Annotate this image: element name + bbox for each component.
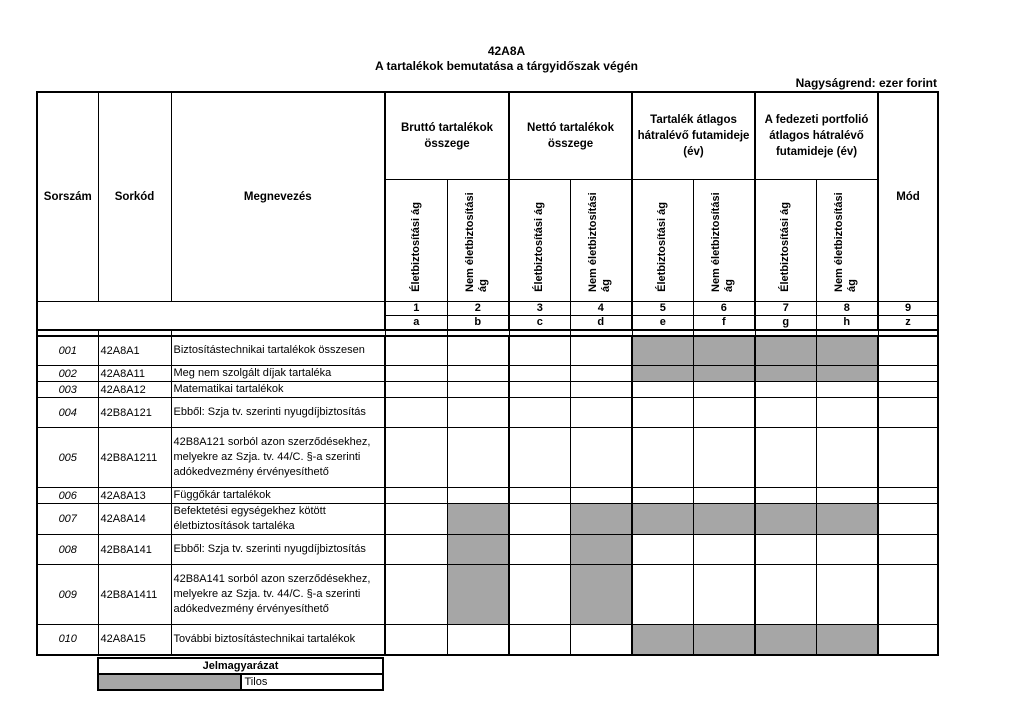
value-cell-2[interactable] [447, 336, 509, 366]
value-cell-1[interactable] [385, 488, 447, 504]
value-cell-3[interactable] [509, 488, 570, 504]
column-letter-1: a [385, 315, 447, 330]
column-letter-9: z [878, 315, 938, 330]
column-number-7: 7 [755, 301, 816, 315]
subheader-life-2 [509, 179, 570, 301]
row-megnevezes: Ebből: Szja tv. szerinti nyugdíjbiztosítás [171, 535, 385, 565]
value-cell-7[interactable] [755, 488, 816, 504]
row-megnevezes: 42B8A121 sorból azon szerződésekhez, melyekre az Szja. tv. 44/C. §-a szerinti adókedvezmény érvényesíthető [171, 428, 385, 488]
column-letter-4: d [570, 315, 632, 330]
column-number-9: 9 [878, 301, 938, 315]
value-cell-8 [816, 504, 878, 535]
row-megnevezes: Biztosítástechnikai tartalékok összesen [171, 336, 385, 366]
value-cell-1[interactable] [385, 504, 447, 535]
form-code: 42A8A [487, 44, 526, 58]
row-sorszam: 002 [37, 366, 98, 382]
value-cell-6[interactable] [693, 565, 755, 625]
row-sorkod: 42A8A1 [98, 336, 171, 366]
value-cell-2[interactable] [447, 428, 509, 488]
column-letter-2: b [447, 315, 509, 330]
value-cell-8[interactable] [816, 398, 878, 428]
value-cell-2[interactable] [447, 382, 509, 398]
value-cell-4[interactable] [570, 382, 632, 398]
value-cell-4 [570, 535, 632, 565]
value-cell-9[interactable] [878, 565, 938, 625]
value-cell-4[interactable] [570, 398, 632, 428]
row-sorszam: 006 [37, 488, 98, 504]
subheader-label: Életbiztosítási ág [779, 201, 792, 292]
subheader-life-3 [632, 179, 693, 301]
value-cell-5[interactable] [632, 398, 693, 428]
value-cell-8[interactable] [816, 382, 878, 398]
table-row [37, 428, 938, 488]
row-sorkod: 42B8A141 [98, 535, 171, 565]
value-cell-9[interactable] [878, 535, 938, 565]
row-megnevezes: Befektetési egységekhez kötött életbiztosítások tartaléka [171, 504, 385, 535]
value-cell-1[interactable] [385, 535, 447, 565]
row-sorkod: 42A8A11 [98, 366, 171, 382]
value-cell-8 [816, 625, 878, 655]
value-cell-9[interactable] [878, 625, 938, 655]
table-row [37, 625, 938, 655]
blank-cell [37, 301, 385, 315]
header-megnevezes: Megnevezés [171, 92, 385, 301]
table-row [37, 504, 938, 535]
table-row [37, 336, 938, 366]
value-cell-4[interactable] [570, 366, 632, 382]
value-cell-5 [632, 366, 693, 382]
column-number-1: 1 [385, 301, 447, 315]
value-cell-1[interactable] [385, 565, 447, 625]
value-cell-5 [632, 504, 693, 535]
subheader-label: Nem életbiztosítási ág [832, 191, 858, 292]
value-cell-6 [693, 366, 755, 382]
column-number-5: 5 [632, 301, 693, 315]
legend-table [97, 657, 384, 691]
row-sorkod: 42A8A13 [98, 488, 171, 504]
subheader-label: Nem életbiztosítási ág [709, 191, 735, 292]
value-cell-9[interactable] [878, 488, 938, 504]
row-sorkod: 42A8A15 [98, 625, 171, 655]
header-tartalek-futamido: Tartalék átlagos hátralévő futamideje (év) [632, 92, 755, 179]
value-cell-9[interactable] [878, 382, 938, 398]
value-cell-2[interactable] [447, 625, 509, 655]
value-cell-1[interactable] [385, 625, 447, 655]
table-row [37, 398, 938, 428]
value-cell-8 [816, 336, 878, 366]
column-number-8: 8 [816, 301, 878, 315]
value-cell-2[interactable] [447, 398, 509, 428]
subheader-life-1 [385, 179, 447, 301]
value-cell-8[interactable] [816, 535, 878, 565]
value-cell-8[interactable] [816, 488, 878, 504]
value-cell-4 [570, 504, 632, 535]
subheader-life-4 [755, 179, 816, 301]
column-letter-6: f [693, 315, 755, 330]
value-cell-5[interactable] [632, 382, 693, 398]
value-cell-3[interactable] [509, 428, 570, 488]
value-cell-8[interactable] [816, 428, 878, 488]
column-letter-5: e [632, 315, 693, 330]
blank-cell [37, 315, 385, 330]
value-cell-2 [447, 565, 509, 625]
row-megnevezes: Ebből: Szja tv. szerinti nyugdíjbiztosítás [171, 398, 385, 428]
value-cell-3[interactable] [509, 625, 570, 655]
column-number-3: 3 [509, 301, 570, 315]
row-sorkod: 42A8A14 [98, 504, 171, 535]
value-cell-3[interactable] [509, 565, 570, 625]
value-cell-6 [693, 504, 755, 535]
row-sorszam: 009 [37, 565, 98, 625]
value-cell-5 [632, 336, 693, 366]
row-megnevezes: Matematikai tartalékok [171, 382, 385, 398]
value-cell-6[interactable] [693, 428, 755, 488]
value-cell-5[interactable] [632, 535, 693, 565]
value-cell-7 [755, 625, 816, 655]
table-row [37, 535, 938, 565]
value-cell-7 [755, 336, 816, 366]
column-letter-8: h [816, 315, 878, 330]
value-cell-9[interactable] [878, 366, 938, 382]
row-megnevezes: Meg nem szolgált díjak tartaléka [171, 366, 385, 382]
value-cell-3[interactable] [509, 336, 570, 366]
value-cell-7 [755, 366, 816, 382]
value-cell-6[interactable] [693, 535, 755, 565]
table-row [37, 488, 938, 504]
row-sorkod: 42B8A1411 [98, 565, 171, 625]
value-cell-7[interactable] [755, 535, 816, 565]
subheader-label: Életbiztosítási ág [409, 201, 422, 292]
value-cell-6 [693, 336, 755, 366]
header-brutto: Bruttó tartalékok összege [385, 92, 509, 179]
value-cell-1[interactable] [385, 366, 447, 382]
row-megnevezes: 42B8A141 sorból azon szerződésekhez, melyekre az Szja. tv. 44/C. §-a szerinti adókedvezmény érvényesíthető [171, 565, 385, 625]
value-cell-4 [570, 565, 632, 625]
row-sorszam: 007 [37, 504, 98, 535]
reserves-table [36, 91, 939, 656]
legend-swatch [98, 674, 241, 690]
row-sorszam: 005 [37, 428, 98, 488]
legend-item-label: Tilos [241, 674, 384, 690]
value-cell-4[interactable] [570, 428, 632, 488]
value-cell-1[interactable] [385, 398, 447, 428]
header-portfolio-futamido: A fedezeti portfolió átlagos hátralévő futamideje (év) [755, 92, 878, 179]
value-cell-1[interactable] [385, 428, 447, 488]
form-title: A tartalékok bemutatása a tárgyidőszak végén [375, 59, 638, 73]
column-number-4: 4 [570, 301, 632, 315]
value-cell-5[interactable] [632, 428, 693, 488]
table-row [37, 565, 938, 625]
row-sorszam: 008 [37, 535, 98, 565]
subheader-label: Életbiztosítási ág [533, 201, 546, 292]
value-cell-2 [447, 504, 509, 535]
value-cell-4[interactable] [570, 625, 632, 655]
value-cell-3[interactable] [509, 398, 570, 428]
column-number-6: 6 [693, 301, 755, 315]
subheader-nonlife-4 [816, 179, 878, 301]
value-cell-3[interactable] [509, 366, 570, 382]
value-cell-8 [816, 366, 878, 382]
value-cell-6 [693, 625, 755, 655]
value-cell-5 [632, 625, 693, 655]
value-cell-9[interactable] [878, 428, 938, 488]
row-sorkod: 42A8A12 [98, 382, 171, 398]
subheader-nonlife-1 [447, 179, 509, 301]
subheader-label: Nem életbiztosítási ág [586, 191, 612, 292]
header-netto: Nettó tartalékok összege [509, 92, 632, 179]
value-cell-7[interactable] [755, 398, 816, 428]
value-cell-6[interactable] [693, 398, 755, 428]
value-cell-7[interactable] [755, 565, 816, 625]
value-cell-7[interactable] [755, 382, 816, 398]
value-cell-7[interactable] [755, 428, 816, 488]
value-cell-2 [447, 535, 509, 565]
value-cell-5[interactable] [632, 488, 693, 504]
value-cell-4[interactable] [570, 336, 632, 366]
subheader-label: Életbiztosítási ág [656, 201, 669, 292]
row-megnevezes: Függőkár tartalékok [171, 488, 385, 504]
column-number-2: 2 [447, 301, 509, 315]
column-letter-7: g [755, 315, 816, 330]
header-mod: Mód [878, 92, 938, 301]
row-sorszam: 001 [37, 336, 98, 366]
row-sorkod: 42B8A1211 [98, 428, 171, 488]
value-cell-6[interactable] [693, 488, 755, 504]
table-row [37, 382, 938, 398]
table-row [37, 366, 938, 382]
subheader-nonlife-3 [693, 179, 755, 301]
value-cell-2[interactable] [447, 366, 509, 382]
value-cell-7 [755, 504, 816, 535]
value-cell-6[interactable] [693, 382, 755, 398]
row-megnevezes: További biztosítástechnikai tartalékok [171, 625, 385, 655]
value-cell-3[interactable] [509, 382, 570, 398]
unit-label: Nagyságrend: ezer forint [795, 76, 937, 90]
value-cell-9[interactable] [878, 504, 938, 535]
value-cell-1[interactable] [385, 336, 447, 366]
value-cell-5[interactable] [632, 565, 693, 625]
legend-title: Jelmagyarázat [98, 658, 383, 674]
row-sorszam: 010 [37, 625, 98, 655]
header-sorkod: Sorkód [98, 92, 171, 301]
row-sorszam: 003 [37, 382, 98, 398]
value-cell-4[interactable] [570, 488, 632, 504]
value-cell-9[interactable] [878, 336, 938, 366]
row-sorszam: 004 [37, 398, 98, 428]
subheader-nonlife-2 [570, 179, 632, 301]
value-cell-3[interactable] [509, 504, 570, 535]
value-cell-8[interactable] [816, 565, 878, 625]
header-sorszam: Sorszám [37, 92, 98, 301]
subheader-label: Nem életbiztosítási ág [463, 191, 489, 292]
value-cell-9[interactable] [878, 398, 938, 428]
value-cell-3[interactable] [509, 535, 570, 565]
column-letter-3: c [509, 315, 570, 330]
value-cell-2[interactable] [447, 488, 509, 504]
value-cell-1[interactable] [385, 382, 447, 398]
row-sorkod: 42B8A121 [98, 398, 171, 428]
